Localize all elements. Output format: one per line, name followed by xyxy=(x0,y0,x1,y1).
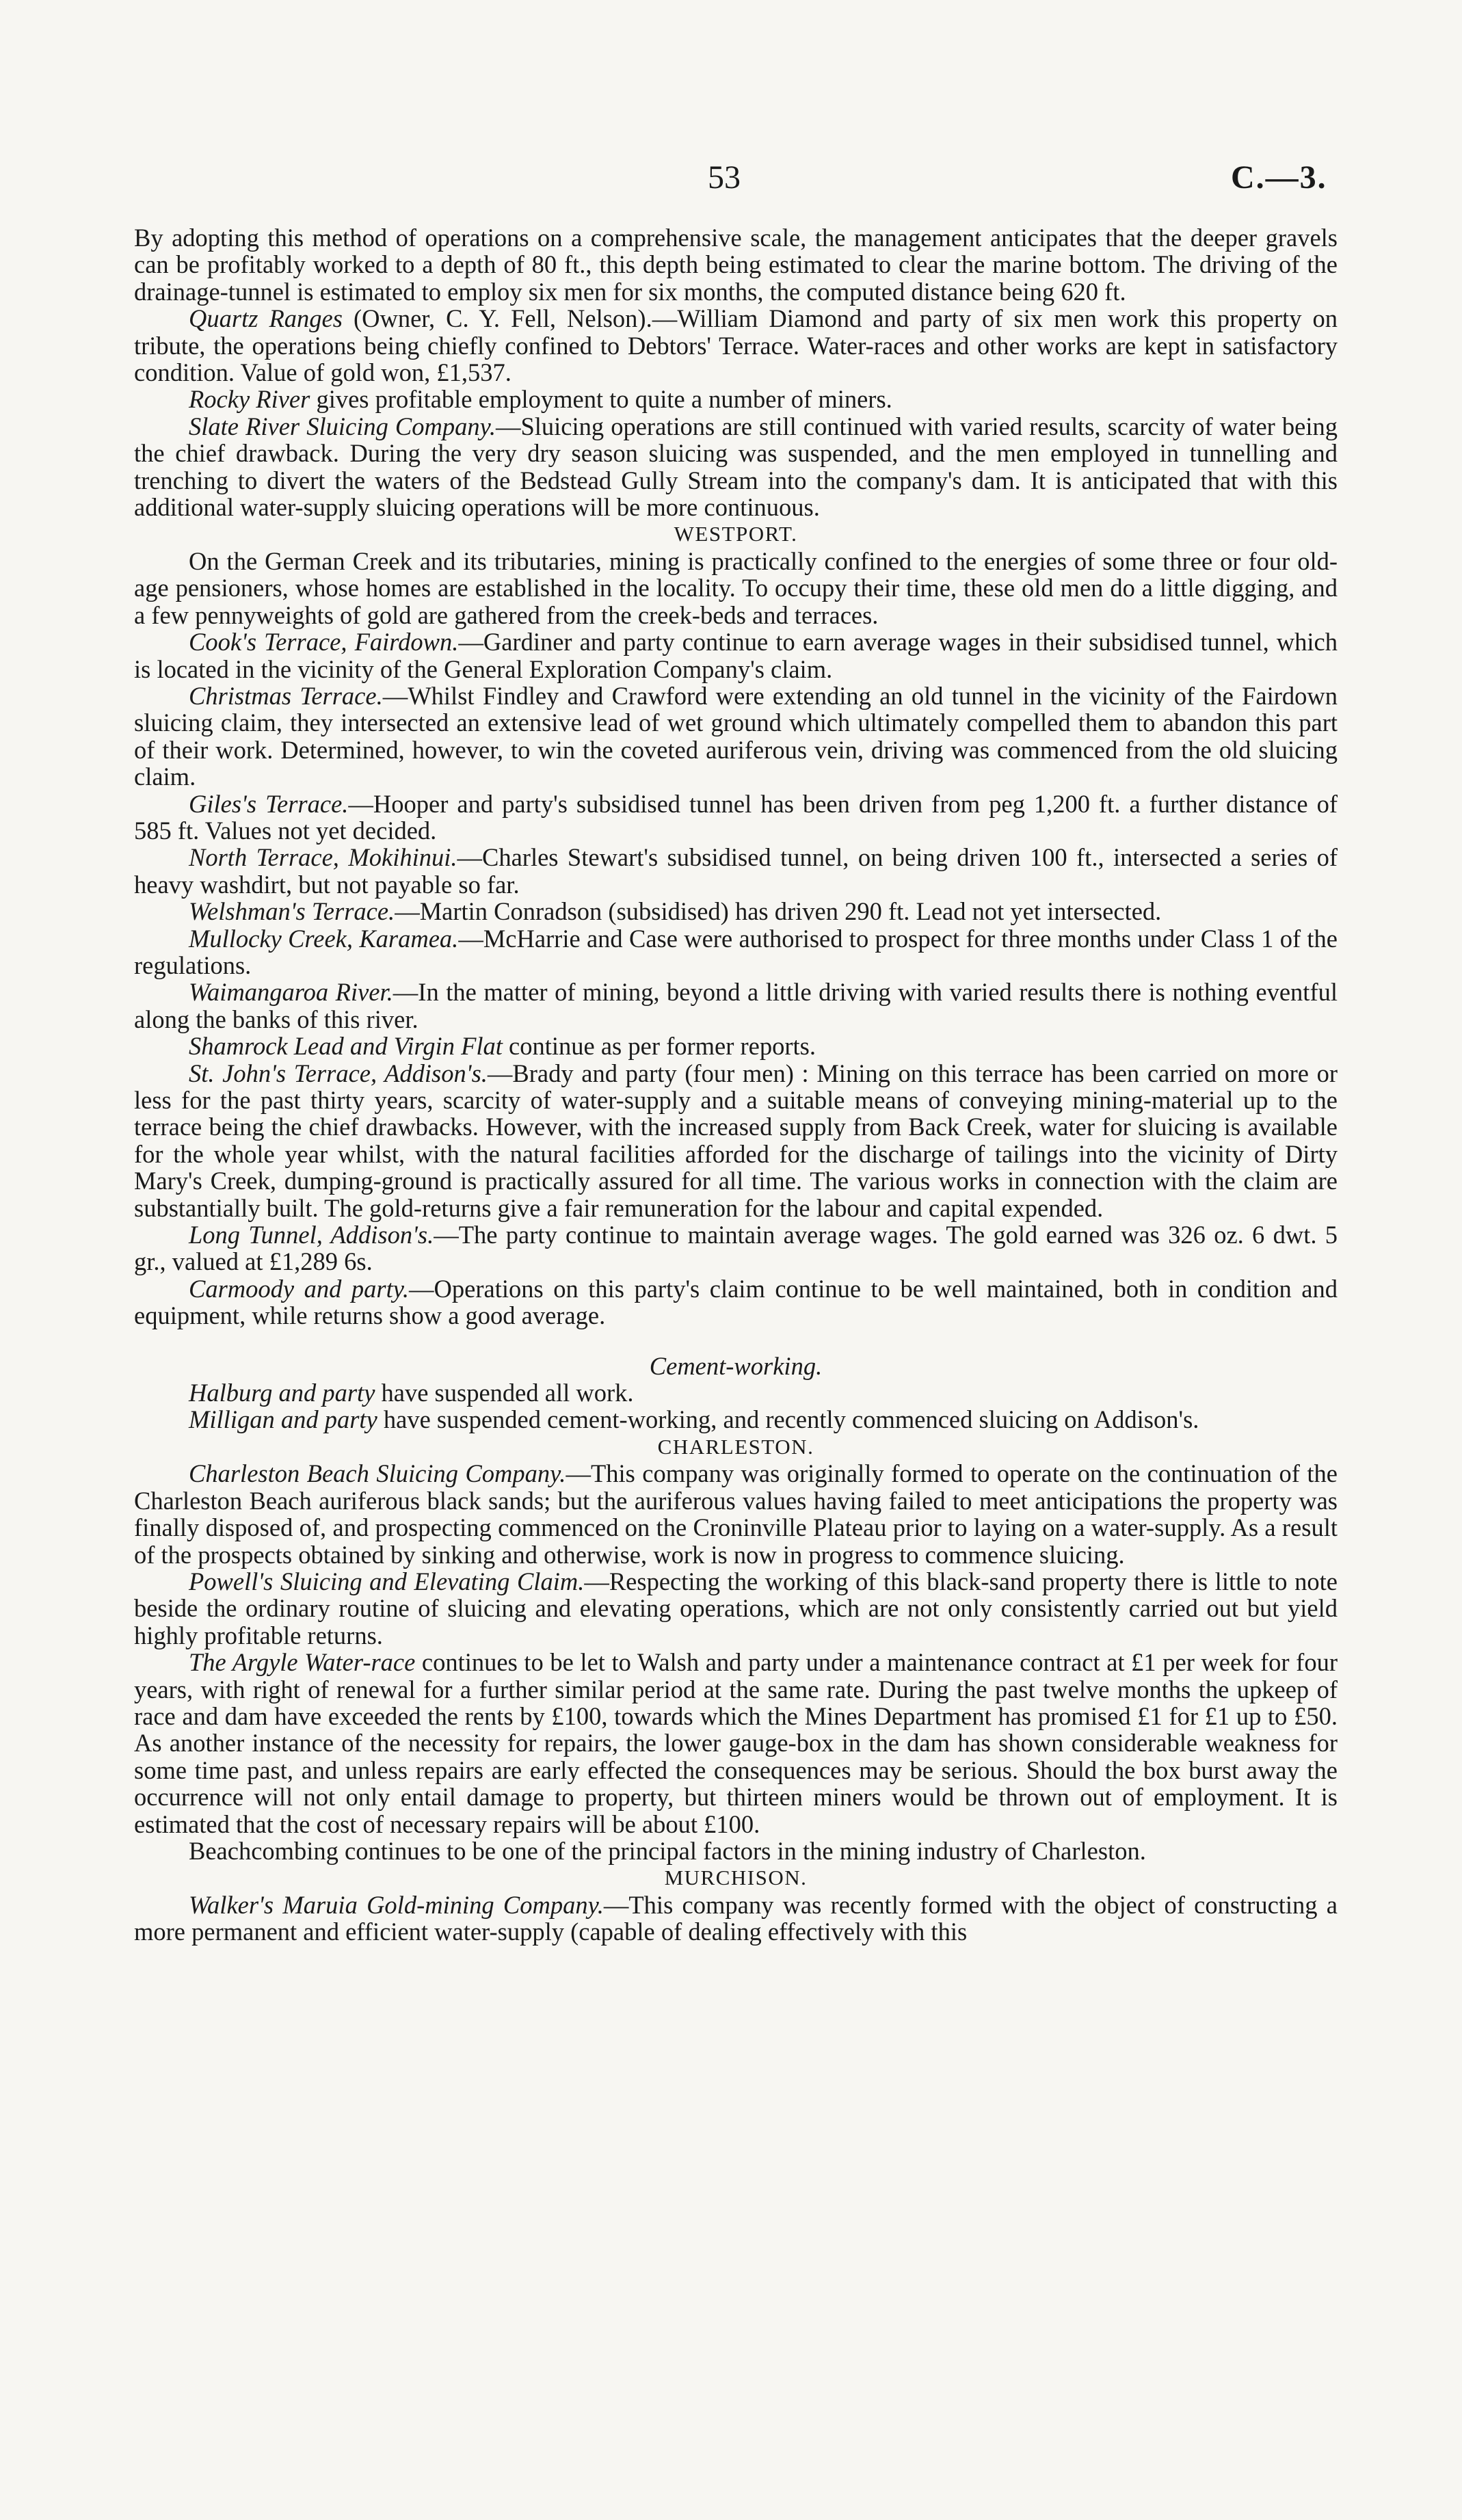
entry-title: Waimangaroa River. xyxy=(189,978,393,1007)
entry-text: have suspended all work. xyxy=(375,1379,634,1407)
entry-title: St. John's Terrace, Addison's. xyxy=(189,1059,488,1087)
entry-title: Charleston Beach Sluicing Company. xyxy=(189,1459,566,1488)
entry-text: —This company was originally formed to operate on the continuation of the Charleston Beach auriferous black sands; but the auriferous values having failed to meet anticipations the property was finally disposed of, and prospecting commenced on the Croninville Plateau prior to laying on a water-supply. As a result of the prospects obtained by sinking and otherwise, work is now in progress to commence sluicing. xyxy=(134,1459,1338,1569)
entry-text: —Martin Conradson (subsidised) has driven 290 ft. Lead not yet intersected. xyxy=(395,897,1162,926)
entry-text: continue as per former reports. xyxy=(502,1032,816,1061)
paragraph-entry xyxy=(134,898,1338,925)
page-header xyxy=(0,159,1462,213)
section-spacer xyxy=(134,1329,1338,1353)
section-heading: WESTPORT. xyxy=(674,522,798,546)
entry-text: —This company was recently formed with the object of constructing a more permanent and efficient water-supply (capable of dealing effectively with this xyxy=(134,1890,1338,1946)
entry-text: continues to be let to Walsh and party under a maintenance contract at £1 per week for four years, with right of renewal for a further similar period at the same rate. During the past twelve months the upkeep of race and dam have exceeded the rents by £100, towards which the Mines Department has promised £1 for £1 up to £50. As another instance of the necessity for repairs, the lower gauge-box in the dam has shown considerable weakness for some time past, and unless repairs are early effected the consequences may be serious. Should the box burst away the occurrence will not only entail damage to property, but thirteen miners would be thrown out of employment. It is estimated that the cost of necessary repairs will be about £100. xyxy=(134,1648,1338,1838)
paragraph-entry xyxy=(134,386,1338,412)
entry-title: The Argyle Water-race xyxy=(189,1648,416,1677)
entry-title: Mullocky Creek, Karamea. xyxy=(189,924,459,953)
body-text xyxy=(134,224,1338,1946)
subsection-heading-text: Cement-working. xyxy=(649,1351,823,1380)
paragraph-entry xyxy=(134,413,1338,521)
paragraph-entry xyxy=(134,682,1338,791)
document-reference: C.—3. xyxy=(1231,159,1327,196)
paragraph-entry xyxy=(134,844,1338,898)
entry-title: Milligan and party xyxy=(189,1405,377,1434)
entry-text: —Respecting the working of this black-sand property there is little to note beside the ordinary routine of sluicing and elevating operations, which are not only consistently carried out but yield highly profitable returns. xyxy=(134,1567,1338,1649)
entry-title: Long Tunnel, Addison's. xyxy=(189,1221,434,1249)
entry-text: have suspended cement-working, and recently commenced sluicing on Addison's. xyxy=(377,1405,1199,1434)
paragraph-entry xyxy=(134,1275,1338,1329)
paragraph-entry xyxy=(134,628,1338,682)
entry-title: Rocky River xyxy=(189,385,310,414)
paragraph: Beachcombing continues to be one of the principal factors in the mining industry of Charleston. xyxy=(189,1836,1146,1865)
section-heading: CHARLESTON. xyxy=(657,1434,814,1459)
entry-title: Welshman's Terrace. xyxy=(189,897,395,926)
entry-text: —Charles Stewart's subsidised tunnel, on being driven 100 ft., intersected a series of heavy washdirt, but not payable so far. xyxy=(134,843,1338,899)
entry-text: —Brady and party (four men) : Mining on this terrace has been carried on more or less for the past thirty years, scarcity of water-supply and a suitable means of conveying mining-material up to the terrace being the chief drawbacks. However, with the increased supply from Back Creek, water for sluicing is available for the whole year whilst, with the natural facilities afforded for the discharge of tailings into the vicinity of Dirty Mary's Creek, dumping-ground is practically assured for all time. The various works in connection with the claim are substantially built. The gold-returns give a fair remuneration for the labour and capital expended. xyxy=(134,1059,1338,1222)
entry-text: —Whilst Findley and Crawford were extending an old tunnel in the vicinity of the Fairdown sluicing claim, they intersected an extensive lead of wet ground which ultimately compelled them to abandon this part of their work. Determined, however, to win the coveted auriferous vein, driving was commenced from the old sluicing claim. xyxy=(134,681,1338,791)
entry-title: Powell's Sluicing and Elevating Claim. xyxy=(189,1567,585,1595)
paragraph-entry xyxy=(134,1568,1338,1649)
paragraph-entry xyxy=(134,1460,1338,1568)
entry-title: Halburg and party xyxy=(189,1379,375,1407)
entry-text: —The party continue to maintain average wages. The gold earned was 326 oz. 6 dwt. 5 gr., valued at £1,289 6s. xyxy=(134,1221,1338,1276)
entry-text: —Operations on this party's claim continue to be well maintained, both in condition and equipment, while returns show a good average. xyxy=(134,1274,1338,1330)
entry-title: Giles's Terrace. xyxy=(189,789,349,818)
subsection-heading xyxy=(134,1353,1338,1379)
paragraph-entry xyxy=(134,1379,1338,1406)
entry-title: Cook's Terrace, Fairdown. xyxy=(189,628,459,656)
paragraph-entry xyxy=(134,1221,1338,1275)
paragraph-entry xyxy=(134,305,1338,386)
entry-title: Walker's Maruia Gold-mining Company. xyxy=(189,1890,604,1919)
paragraph-entry xyxy=(134,1892,1338,1946)
entry-title: Quartz Ranges xyxy=(189,304,343,333)
entry-title: Slate River Sluicing Company. xyxy=(189,412,496,440)
paragraph-entry xyxy=(134,925,1338,979)
page-number: 53 xyxy=(708,159,741,196)
entry-text: gives profitable employment to quite a number of miners. xyxy=(310,385,892,414)
entry-title: North Terrace, Mokihinui. xyxy=(189,843,457,872)
entry-title: Christmas Terrace. xyxy=(189,681,383,710)
entry-text: (Owner, C. Y. Fell, Nelson).—William Diamond and party of six men work this property on tribute, the operations being chiefly confined to Debtors' Terrace. Water-races and other works are kept in satisfactory condition. Value of gold won, £1,537. xyxy=(134,304,1338,387)
entry-text: —McHarrie and Case were authorised to prospect for three months under Class 1 of the regulations. xyxy=(134,924,1338,979)
paragraph-entry xyxy=(134,1060,1338,1221)
paragraph-continued: By adopting this method of operations on a comprehensive scale, the management anticipates that the deeper gravels can be profitably worked to a depth of 80 ft., this depth being estimated to clear the marine bottom. The driving of the drainage-tunnel is estimated to employ six men for six months, the computed distance being 620 ft. xyxy=(134,224,1338,306)
paragraph-entry xyxy=(134,1406,1338,1433)
entry-text: —Gardiner and party continue to earn average wages in their subsidised tunnel, which is located in the vicinity of the General Exploration Company's claim. xyxy=(134,628,1338,683)
entry-title: Shamrock Lead and Virgin Flat xyxy=(189,1032,503,1061)
entry-text: —Hooper and party's subsidised tunnel has been driven from peg 1,200 ft. a further distance of 585 ft. Values not yet decided. xyxy=(134,789,1338,845)
paragraph-entry xyxy=(134,1649,1338,1838)
paragraph-entry xyxy=(134,1033,1338,1059)
section-heading: MURCHISON. xyxy=(664,1866,808,1890)
entry-text: —In the matter of mining, beyond a little driving with varied results there is nothing eventful along the banks of this river. xyxy=(134,978,1338,1033)
paragraph-entry xyxy=(134,791,1338,845)
entry-title: Carmoody and party. xyxy=(189,1274,410,1303)
entry-text: —Sluicing operations are still continued with varied results, scarcity of water being the chief drawback. During the very dry season sluicing was suspended, and the men employed in tunnelling and trenching to divert the waters of the Bedstead Gully Stream into the company's dam. It is anticipated that with this additional water-supply sluicing operations will be more continuous. xyxy=(134,412,1338,522)
paragraph: On the German Creek and its tributaries, mining is practically confined to the energies of some three or four old-age pensioners, whose homes are established in the locality. To occupy their time, these old men do a little digging, and a few pennyweights of gold are gathered from the creek-beds and terraces. xyxy=(134,546,1338,629)
paragraph-entry xyxy=(134,979,1338,1033)
